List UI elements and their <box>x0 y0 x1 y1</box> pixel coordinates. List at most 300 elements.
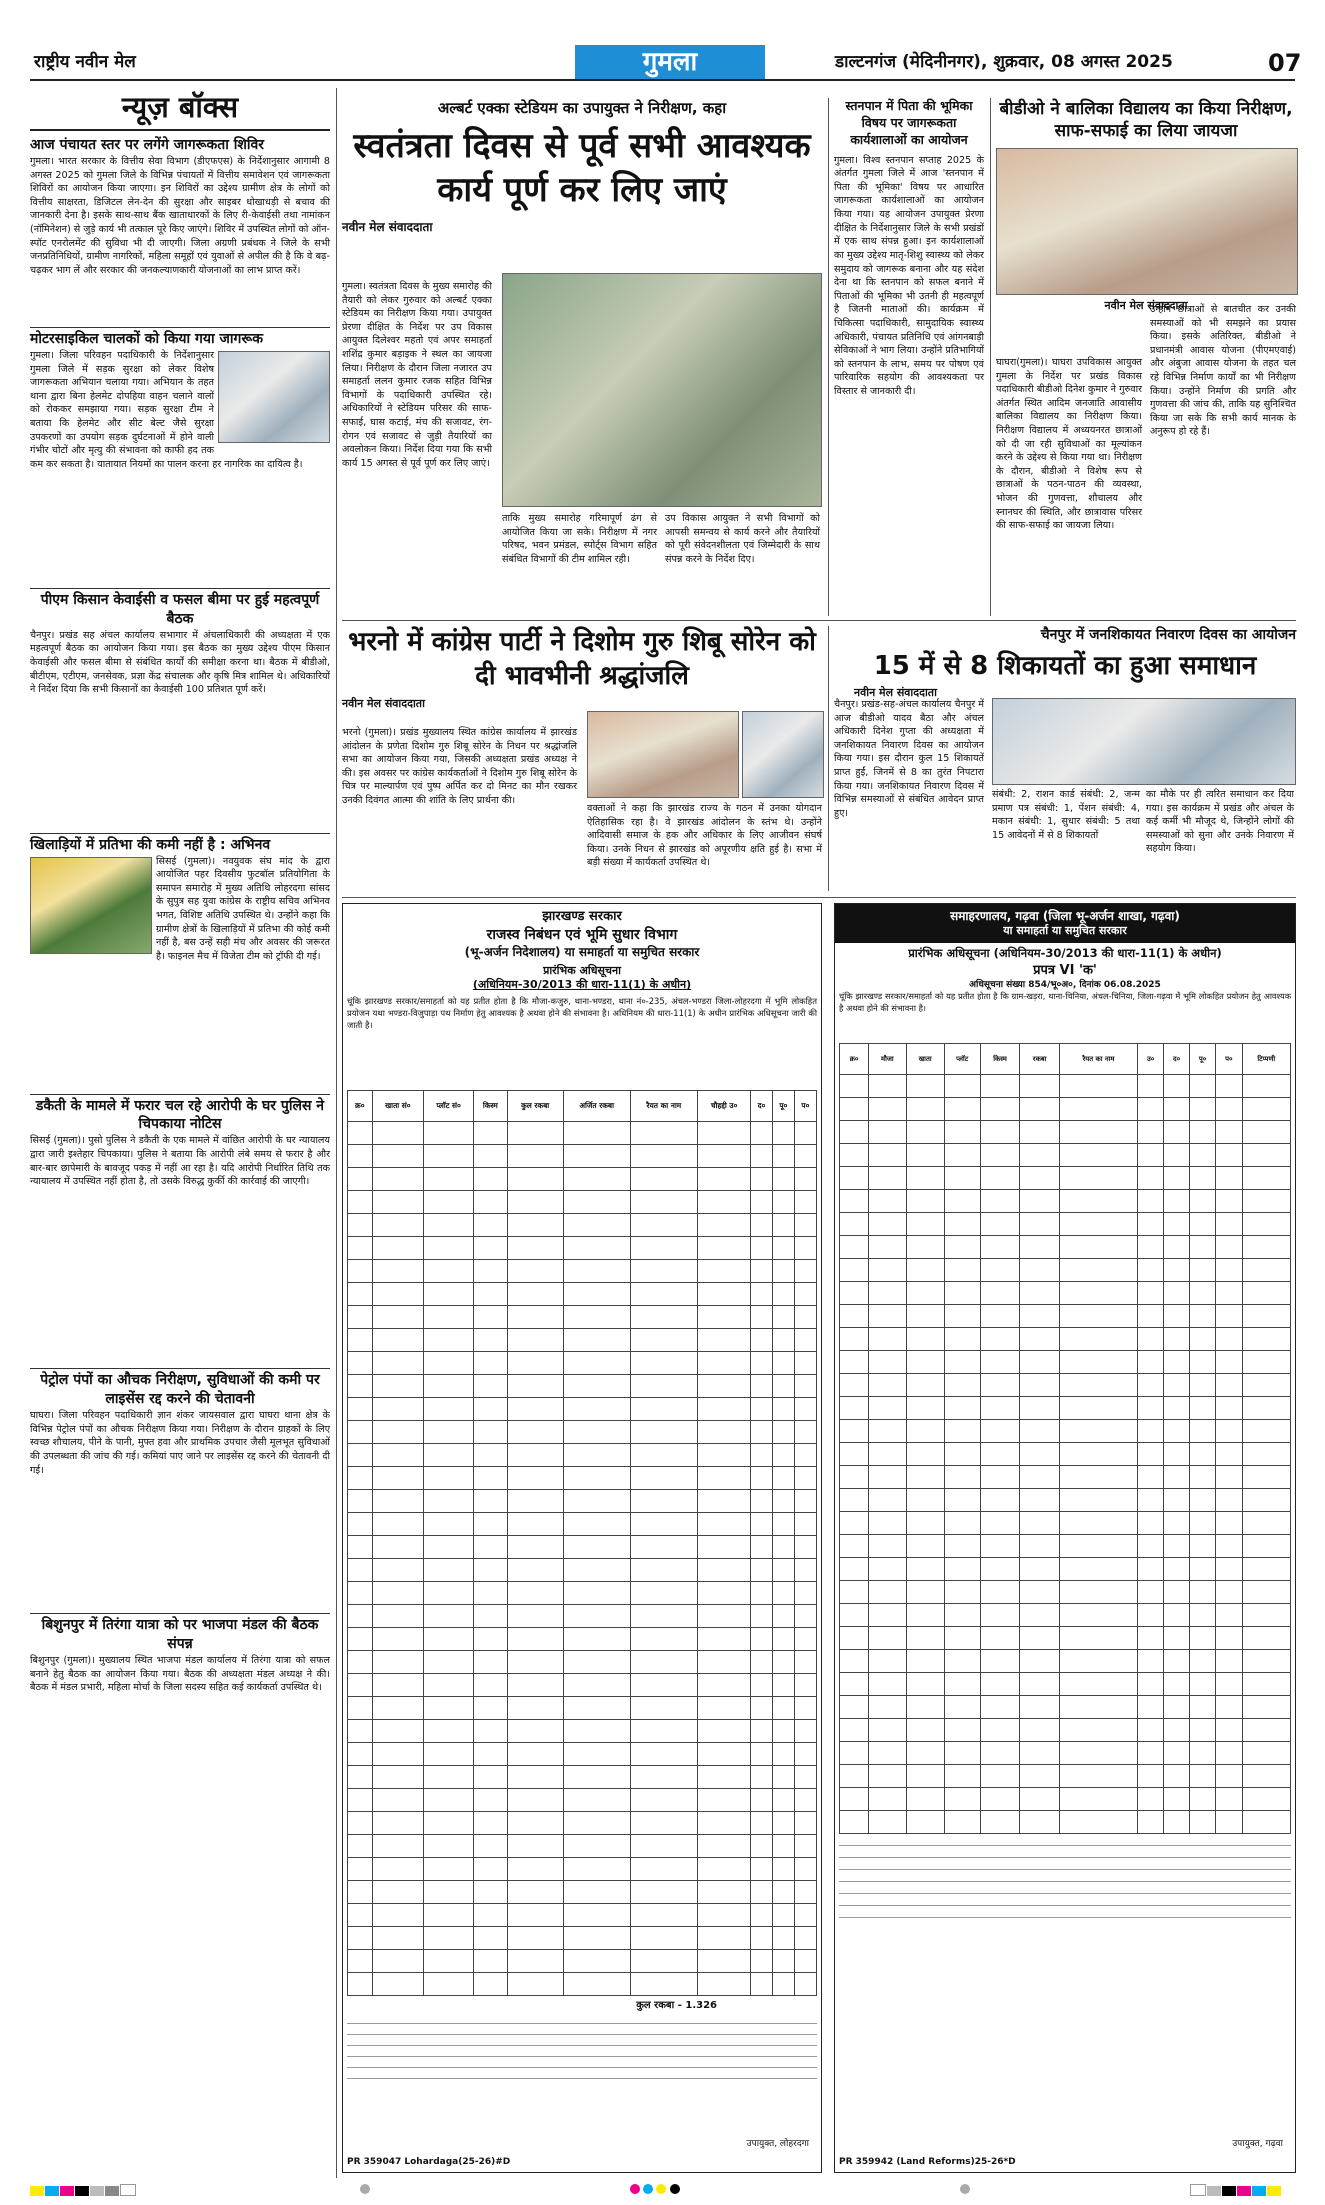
table-cell <box>372 1283 424 1306</box>
table-cell <box>772 1375 794 1398</box>
table-cell <box>1216 1282 1242 1305</box>
table-cell <box>869 1167 906 1190</box>
table-cell <box>840 1098 869 1121</box>
table-cell <box>1164 1075 1190 1098</box>
table-row <box>348 1835 817 1858</box>
table-cell <box>869 1420 906 1443</box>
table-cell <box>1164 1811 1190 1834</box>
table-cell <box>906 1719 944 1742</box>
table-cell <box>1242 1466 1290 1489</box>
table-row <box>840 1650 1291 1673</box>
table-cell <box>869 1443 906 1466</box>
table-cell <box>697 1697 750 1720</box>
table-row <box>348 1697 817 1720</box>
table-cell <box>507 1168 563 1191</box>
table-cell <box>772 1789 794 1812</box>
table-cell <box>906 1121 944 1144</box>
table-cell <box>563 1651 630 1674</box>
table-cell <box>980 1696 1020 1719</box>
table-cell <box>944 1397 980 1420</box>
table-cell <box>474 1375 508 1398</box>
table-cell <box>507 1904 563 1927</box>
table-cell <box>751 1835 773 1858</box>
story-body-1: चैनपुर। प्रखंड-सह-अंचल कार्यालय चैनपुर में आज बीडीओ यादव बैठा और अंचल अधिकारी दिनेश गुप्ता की अध्यक्षता में जनशिकायत निवारण दिवस का आयोजन किया गया। इस दौरान कुल 15 शिकायतें प्राप्त हुईं, जिनमें से 8 का तुरंत निपटारा किया गया। जनशिकायत निवारण दिवस में विभिन्न समस्याओं से संबंधित आवेदन प्राप्त हुए। <box>834 699 984 819</box>
table-cell <box>1242 1075 1290 1098</box>
table-cell <box>1138 1420 1164 1443</box>
table-cell <box>372 1145 424 1168</box>
table-cell <box>772 1444 794 1467</box>
table-cell <box>794 1582 816 1605</box>
table-cell <box>772 1927 794 1950</box>
table-cell <box>348 1306 373 1329</box>
table-cell <box>563 1513 630 1536</box>
table-row <box>840 1075 1291 1098</box>
table-cell <box>869 1305 906 1328</box>
table-cell <box>772 1628 794 1651</box>
table-cell <box>348 1651 373 1674</box>
table-cell <box>348 1743 373 1766</box>
table-cell <box>944 1420 980 1443</box>
lead-story <box>342 98 822 613</box>
lead-kicker: अल्बर्ट एक्का स्टेडियम का उपायुक्त ने निरीक्षण, कहा <box>437 99 727 117</box>
table-cell <box>630 1490 697 1513</box>
table-cell <box>424 1582 474 1605</box>
table-cell <box>980 1167 1020 1190</box>
table-cell <box>794 1329 816 1352</box>
table-cell <box>507 1214 563 1237</box>
table-cell <box>507 1122 563 1145</box>
table-cell <box>348 1881 373 1904</box>
table-cell <box>869 1535 906 1558</box>
table-cell <box>372 1168 424 1191</box>
table-cell <box>372 1398 424 1421</box>
notice-type: प्रारंभिक अधिसूचना <box>543 963 621 977</box>
table-cell <box>372 1881 424 1904</box>
news-item-headline: पेट्रोल पंपों का औचक निरीक्षण, सुविधाओं की कमी पर लाइसेंस रद्द करने की चेतावनी <box>40 1372 320 1408</box>
table-cell <box>474 1720 508 1743</box>
table-cell <box>869 1328 906 1351</box>
table-cell <box>507 1858 563 1881</box>
table-cell <box>372 1904 424 1927</box>
table-cell <box>372 1490 424 1513</box>
table-header-cell: खाता सं० <box>372 1091 424 1122</box>
table-cell <box>372 1536 424 1559</box>
table-cell <box>697 1122 750 1145</box>
table-cell <box>1138 1489 1164 1512</box>
table-cell <box>424 1513 474 1536</box>
table-cell <box>751 1122 773 1145</box>
table-cell <box>906 1305 944 1328</box>
table-cell <box>1216 1811 1242 1834</box>
table-cell <box>944 1627 980 1650</box>
table-cell <box>348 1628 373 1651</box>
table-cell <box>906 1604 944 1627</box>
paper-name: राष्ट्रीय नवीन मेल <box>34 52 136 72</box>
table-cell <box>474 1283 508 1306</box>
notice-form: प्रपत्र VI 'क' <box>1033 962 1097 978</box>
table-cell <box>1189 1581 1215 1604</box>
table-cell <box>944 1443 980 1466</box>
table-cell <box>751 1812 773 1835</box>
table-cell <box>348 1582 373 1605</box>
table-cell <box>906 1673 944 1696</box>
table-cell <box>772 1283 794 1306</box>
table-cell <box>507 1605 563 1628</box>
table-cell <box>1189 1673 1215 1696</box>
table-cell <box>772 1697 794 1720</box>
table-cell <box>697 1651 750 1674</box>
table-cell <box>1059 1236 1137 1259</box>
table-cell <box>1164 1420 1190 1443</box>
table-cell <box>1189 1535 1215 1558</box>
table-cell <box>563 1168 630 1191</box>
table-cell <box>1059 1121 1137 1144</box>
table-header-cell: प० <box>1216 1044 1242 1075</box>
table-cell <box>1189 1167 1215 1190</box>
table-cell <box>1216 1305 1242 1328</box>
table-cell <box>840 1604 869 1627</box>
total-label: कुल रकबा - <box>636 2000 682 2012</box>
table-cell <box>563 1421 630 1444</box>
table-cell <box>1059 1282 1137 1305</box>
table-cell <box>507 1145 563 1168</box>
table-cell <box>1242 1213 1290 1236</box>
table-cell <box>794 1904 816 1927</box>
table-cell <box>563 1490 630 1513</box>
table-cell <box>424 1743 474 1766</box>
news-box-column <box>30 88 330 2173</box>
tribute-story <box>342 626 822 891</box>
table-cell <box>697 1881 750 1904</box>
table-cell <box>507 1881 563 1904</box>
table-cell <box>630 1145 697 1168</box>
table-cell <box>507 1444 563 1467</box>
table-row <box>348 1444 817 1467</box>
news-item-body: सिसई (गुमला)। नवयुवक संघ मांद के द्वारा आयोजित पहर दिवसीय फुटबॉल प्रतियोगिता के समापन समारोह में मुख्य अतिथि लोहरदगा सांसद के सुपुत्र सह युवा कांग्रेस के राष्ट्रीय सचिव अभिनव भगत, विशिष्ट अतिथि उपस्थित थे। उन्होंने कहा कि ग्रामीण क्षेत्रों के खिलाड़ियों में प्रतिभा की कोई कमी नहीं है, बस उन्हें सही मंच और अवसर की जरूरत है। फाइनल मैच में विजेता टीम को ट्रॉफी दी गई। <box>156 855 330 962</box>
table-cell <box>980 1535 1020 1558</box>
table-cell <box>1189 1742 1215 1765</box>
table-cell <box>563 1352 630 1375</box>
table-cell <box>1189 1420 1215 1443</box>
table-cell <box>630 1858 697 1881</box>
table-cell <box>424 1329 474 1352</box>
table-cell <box>630 1628 697 1651</box>
table-cell <box>507 1973 563 1996</box>
table-cell <box>1059 1466 1137 1489</box>
table-cell <box>563 1214 630 1237</box>
color-dots-center <box>630 2184 680 2199</box>
table-cell <box>1059 1075 1137 1098</box>
table-cell <box>840 1075 869 1098</box>
table-cell <box>1138 1558 1164 1581</box>
table-cell <box>906 1788 944 1811</box>
table-cell <box>630 1582 697 1605</box>
table-cell <box>772 1352 794 1375</box>
table-cell <box>507 1766 563 1789</box>
table-cell <box>772 1398 794 1421</box>
table-cell <box>751 1536 773 1559</box>
notice-type: प्रारंभिक अधिसूचना (अधिनियम-30/2013 की धारा-11(1) के अधीन) <box>908 946 1222 961</box>
table-cell <box>697 1835 750 1858</box>
table-cell <box>906 1558 944 1581</box>
table-cell <box>630 1329 697 1352</box>
table-cell <box>944 1558 980 1581</box>
table-cell <box>1189 1811 1215 1834</box>
table-cell <box>372 1628 424 1651</box>
table-row <box>348 1789 817 1812</box>
table-cell <box>507 1260 563 1283</box>
table-cell <box>1164 1213 1190 1236</box>
table-cell <box>906 1236 944 1259</box>
table-cell <box>1189 1213 1215 1236</box>
table-cell <box>348 1559 373 1582</box>
table-row <box>348 1306 817 1329</box>
table-cell <box>944 1374 980 1397</box>
table-cell <box>630 1352 697 1375</box>
table-cell <box>840 1719 869 1742</box>
table-cell <box>1138 1144 1164 1167</box>
table-cell <box>751 1490 773 1513</box>
table-cell <box>372 1674 424 1697</box>
table-cell <box>348 1789 373 1812</box>
table-row <box>840 1604 1291 1627</box>
table-cell <box>1216 1604 1242 1627</box>
table-cell <box>630 1467 697 1490</box>
table-cell <box>772 1559 794 1582</box>
table-cell <box>474 1168 508 1191</box>
table-cell <box>424 1168 474 1191</box>
table-cell <box>1189 1489 1215 1512</box>
news-item-headline: खिलाड़ियों में प्रतिभा की कमी नहीं है : अभिनव <box>30 836 271 853</box>
table-row <box>348 1582 817 1605</box>
table-header-cell: रैयत का नाम <box>1059 1044 1137 1075</box>
table-row <box>840 1374 1291 1397</box>
table-cell <box>751 1559 773 1582</box>
table-row <box>348 1536 817 1559</box>
table-cell <box>869 1489 906 1512</box>
table-cell <box>869 1466 906 1489</box>
table-cell <box>772 1835 794 1858</box>
table-cell <box>507 1237 563 1260</box>
table-cell <box>772 1973 794 1996</box>
table-cell <box>1059 1420 1137 1443</box>
table-cell <box>1216 1719 1242 1742</box>
table-header-cell: रकबा <box>1020 1044 1060 1075</box>
table-cell <box>697 1536 750 1559</box>
table-cell <box>563 1927 630 1950</box>
table-cell <box>507 1697 563 1720</box>
table-cell <box>772 1260 794 1283</box>
table-cell <box>1138 1374 1164 1397</box>
table-cell <box>840 1259 869 1282</box>
table-cell <box>840 1374 869 1397</box>
table-cell <box>424 1651 474 1674</box>
table-header-cell: खाता <box>906 1044 944 1075</box>
table-cell <box>507 1191 563 1214</box>
grievance-story <box>834 626 1296 891</box>
table-cell <box>630 1306 697 1329</box>
news-item-body: बिशुनपुर (गुमला)। मुख्यालय स्थित भाजपा मंडल कार्यालय में तिरंगा यात्रा को सफल बनाने हेतु बैठक का आयोजन किया गया। बैठक की अध्यक्षता मंडल अध्यक्ष ने की। बैठक में मंडल प्रभारी, महिला मोर्चा के जिला सदस्य सहित कई कार्यकर्ता उपस्थित थे। <box>30 1654 330 1694</box>
table-cell <box>372 1927 424 1950</box>
table-cell <box>697 1306 750 1329</box>
table-cell <box>474 1513 508 1536</box>
table-cell <box>1020 1259 1060 1282</box>
table-header-cell: द० <box>1164 1044 1190 1075</box>
table-cell <box>772 1122 794 1145</box>
table-cell <box>372 1214 424 1237</box>
table-cell <box>751 1513 773 1536</box>
table-cell <box>697 1421 750 1444</box>
table-cell <box>944 1213 980 1236</box>
table-cell <box>630 1605 697 1628</box>
table-cell <box>474 1697 508 1720</box>
table-row <box>348 1214 817 1237</box>
table-header-cell: रैयत का नाम <box>630 1091 697 1122</box>
table-cell <box>772 1766 794 1789</box>
table-cell <box>1020 1167 1060 1190</box>
table-cell <box>1020 1811 1060 1834</box>
table-cell <box>348 1444 373 1467</box>
table-cell <box>474 1306 508 1329</box>
table-cell <box>1164 1627 1190 1650</box>
section-badge: गुमला <box>575 45 765 79</box>
table-cell <box>751 1720 773 1743</box>
table-cell <box>980 1811 1020 1834</box>
table-cell <box>1059 1627 1137 1650</box>
table-cell <box>372 1858 424 1881</box>
table-cell <box>1138 1282 1164 1305</box>
table-cell <box>563 1605 630 1628</box>
table-cell <box>348 1720 373 1743</box>
table-cell <box>1020 1466 1060 1489</box>
table-header-cell: प्लॉट सं० <box>424 1091 474 1122</box>
notice-pr: PR 359942 (Land Reforms)25-26*D <box>839 2156 1016 2167</box>
table-cell <box>1242 1351 1290 1374</box>
table-cell <box>980 1190 1020 1213</box>
table-cell <box>751 1237 773 1260</box>
table-cell <box>772 1720 794 1743</box>
table-cell <box>980 1788 1020 1811</box>
table-cell <box>474 1352 508 1375</box>
table-cell <box>697 1743 750 1766</box>
table-cell <box>474 1950 508 1973</box>
table-cell <box>1138 1236 1164 1259</box>
table-cell <box>751 1950 773 1973</box>
table-cell <box>697 1237 750 1260</box>
table-cell <box>697 1375 750 1398</box>
table-cell <box>869 1351 906 1374</box>
news-item-headline: पीएम किसान केवाईसी व फसल बीमा पर हुई महत्वपूर्ण बैठक <box>40 591 320 627</box>
table-header-cell: चौहद्दी उ० <box>697 1091 750 1122</box>
table-cell <box>630 1260 697 1283</box>
table-cell <box>424 1490 474 1513</box>
table-cell <box>944 1075 980 1098</box>
table-cell <box>1138 1121 1164 1144</box>
table-cell <box>372 1375 424 1398</box>
table-cell <box>1020 1213 1060 1236</box>
table-row <box>348 1628 817 1651</box>
table-cell <box>1059 1604 1137 1627</box>
table-cell <box>372 1605 424 1628</box>
table-cell <box>563 1950 630 1973</box>
table-cell <box>1216 1535 1242 1558</box>
table-cell <box>1164 1581 1190 1604</box>
table-cell <box>697 1168 750 1191</box>
table-cell <box>944 1604 980 1627</box>
table-cell <box>630 1904 697 1927</box>
notice-intro: चूंकि झारखण्ड सरकार/समाहर्ता को यह प्रतीत होता है कि मौजा-कजुरु, थाना-भण्डरा, थाना नं०-235, अंचल-भण्डरा जिला-लोहरदगा में भूमि लोकहित प्रयोजन यथा भण्डरा-विजुपाड़ा पथ निर्माण हेतु आवश्यक है अथवा होने की संभावना है। अधिनियम की धारा-11(1) के अधीन प्रारंभिक अधिसूचना जारी की जाती है। <box>347 996 817 1031</box>
table-row <box>840 1144 1291 1167</box>
table-cell <box>794 1766 816 1789</box>
table-cell <box>1138 1213 1164 1236</box>
table-row <box>348 1904 817 1927</box>
table-cell <box>372 1973 424 1996</box>
notice-pr: PR 359047 Lohardaga(25-26)#D <box>347 2156 511 2167</box>
table-cell <box>1059 1305 1137 1328</box>
table-cell <box>1189 1604 1215 1627</box>
table-cell <box>1164 1397 1190 1420</box>
table-cell <box>1216 1466 1242 1489</box>
table-cell <box>1242 1259 1290 1282</box>
table-cell <box>372 1352 424 1375</box>
table-cell <box>507 1467 563 1490</box>
notice-sub: या समाहर्ता या समुचित सरकार <box>1003 924 1127 938</box>
table-row <box>348 1559 817 1582</box>
table-cell <box>630 1122 697 1145</box>
table-cell <box>372 1559 424 1582</box>
table-cell <box>1020 1627 1060 1650</box>
table-cell <box>751 1927 773 1950</box>
table-cell <box>980 1420 1020 1443</box>
table-cell <box>507 1582 563 1605</box>
table-cell <box>980 1604 1020 1627</box>
table-row <box>840 1443 1291 1466</box>
land-notice-garhwa <box>834 903 1296 2173</box>
table-cell <box>794 1513 816 1536</box>
table-cell <box>840 1397 869 1420</box>
table-row <box>840 1535 1291 1558</box>
table-cell <box>697 1398 750 1421</box>
table-cell <box>507 1421 563 1444</box>
table-cell <box>630 1191 697 1214</box>
table-cell <box>794 1352 816 1375</box>
table-cell <box>1216 1213 1242 1236</box>
table-cell <box>1138 1328 1164 1351</box>
notice-header <box>835 904 1295 943</box>
table-cell <box>1189 1466 1215 1489</box>
table-cell <box>980 1466 1020 1489</box>
table-cell <box>980 1305 1020 1328</box>
table-row <box>840 1742 1291 1765</box>
table-cell <box>563 1260 630 1283</box>
table-cell <box>794 1674 816 1697</box>
table-cell <box>980 1765 1020 1788</box>
table-cell <box>507 1513 563 1536</box>
table-header-cell: टिप्पणी <box>1242 1044 1290 1075</box>
table-cell <box>906 1259 944 1282</box>
table-cell <box>1059 1696 1137 1719</box>
table-cell <box>869 1213 906 1236</box>
table-cell <box>869 1765 906 1788</box>
table-cell <box>348 1927 373 1950</box>
table-cell <box>980 1558 1020 1581</box>
table-cell <box>840 1558 869 1581</box>
table-cell <box>794 1398 816 1421</box>
table-cell <box>507 1375 563 1398</box>
story-byline: नवीन मेल संवाददाता <box>1104 299 1188 313</box>
table-row <box>348 1375 817 1398</box>
table-cell <box>944 1719 980 1742</box>
